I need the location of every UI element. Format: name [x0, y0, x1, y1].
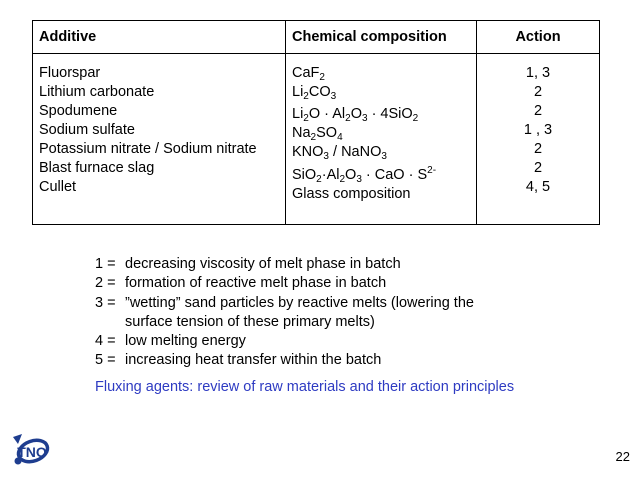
action-value: 1, 3 — [525, 65, 551, 81]
action-value: 2 — [533, 84, 543, 100]
legend-item — [95, 294, 474, 313]
legend-text: increasing heat transfer within the batch — [125, 352, 382, 369]
legend-item — [95, 255, 474, 274]
action-value: 2 — [533, 160, 543, 176]
formula-nitrates: $KNO_3$ / NaNO$_3$ — [292, 144, 387, 162]
formula-sodium-sulfate: $Na_2SO_4$ — [292, 125, 343, 143]
legend-number: 5 = — [95, 352, 116, 369]
legend-number: 3 = — [95, 294, 116, 311]
legend-item — [95, 332, 474, 351]
legend-number: 1 = — [95, 256, 116, 272]
additive-name: Potassium nitrate / Sodium nitrate — [39, 141, 257, 157]
additive-name: Spodumene — [39, 103, 118, 119]
additive-column — [33, 54, 286, 225]
legend-number: 2 = — [95, 275, 116, 292]
tno-logo-graphic — [11, 431, 51, 471]
formula-slag: $SiO_2\cdot Al_2O_3$ · CaO · $S^{2-}$ — [292, 165, 437, 185]
legend-item — [95, 351, 474, 370]
action-value: 1 , 3 — [523, 122, 553, 138]
composition-column — [286, 54, 477, 225]
legend-text: decreasing viscosity of melt phase in batch — [125, 256, 401, 272]
action-legend — [95, 255, 474, 371]
legend-continuation: surface tension of these primary melts) — [125, 313, 375, 330]
additive-name: Blast furnace slag — [39, 160, 155, 176]
action-value: 2 — [533, 103, 543, 119]
formula-cullet: Glass composition — [292, 186, 411, 202]
slide-caption: Fluxing agents: review of raw materials and their action principles — [95, 379, 515, 395]
legend-text: low melting energy — [125, 333, 246, 350]
table-body-row — [33, 54, 600, 225]
legend-text: ”wetting” sand particles by reactive melts (lowering the — [125, 294, 474, 311]
legend-text: formation of reactive melt phase in batch — [125, 275, 387, 292]
formula-spodumene: $Li_2O \cdot Al_2O_3 \cdot 4SiO_2$ — [292, 106, 419, 124]
action-value: 4, 5 — [525, 179, 551, 195]
tno-logo — [11, 431, 51, 476]
additive-name: Cullet — [39, 179, 77, 195]
legend-item — [95, 274, 474, 293]
additive-name: Sodium sulfate — [39, 122, 135, 138]
action-column — [477, 54, 600, 225]
page-number: 22 — [615, 449, 630, 464]
logo-text: TNO — [17, 444, 47, 460]
additive-name: Fluorspar — [39, 65, 101, 81]
additives-table — [32, 20, 600, 225]
header-action: Action — [477, 21, 600, 54]
formula-lithium-carbonate: $Li_2CO_3$ — [292, 84, 337, 102]
header-composition: Chemical composition — [286, 21, 477, 54]
table-header-row — [33, 21, 600, 54]
additive-name: Lithium carbonate — [39, 84, 155, 100]
legend-number: 4 = — [95, 333, 116, 350]
formula-fluorspar: CaF$_2$ — [292, 65, 325, 83]
action-value: 2 — [533, 141, 543, 157]
header-additive: Additive — [33, 21, 286, 54]
